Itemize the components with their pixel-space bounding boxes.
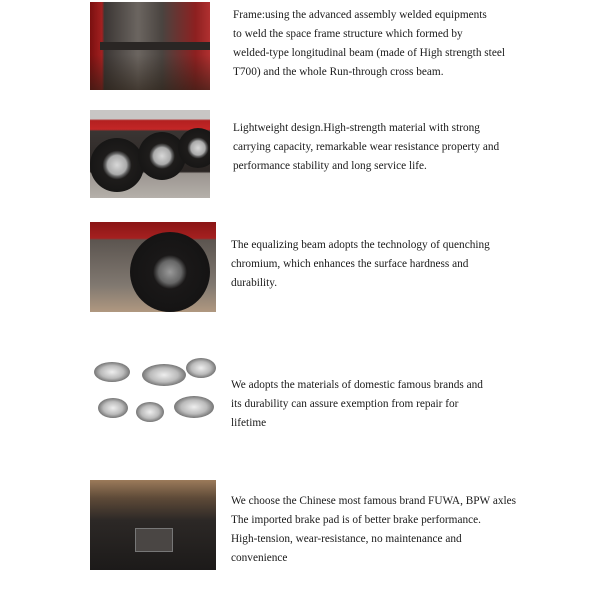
text-line: The imported brake pad is of better brake performance.	[231, 514, 481, 526]
brake-axle-photo	[90, 480, 216, 570]
frame-description	[233, 6, 505, 82]
text-line: carrying capacity, remarkable wear resistance property and	[233, 141, 500, 153]
text-line: to weld the space frame structure which formed by	[233, 28, 463, 40]
materials-description	[231, 376, 483, 433]
text-line: The equalizing beam adopts the technology of quenching	[231, 239, 490, 251]
equalizing-beam-description	[231, 236, 490, 293]
text-line: Frame:using the advanced assembly welded equipments	[233, 9, 487, 21]
text-line: performance stability and long service life.	[233, 160, 427, 172]
axles-description	[231, 492, 516, 568]
frame-photo	[90, 2, 210, 90]
text-line: We adopts the materials of domestic famous brands and	[231, 379, 483, 391]
equalizing-beam-photo	[90, 222, 216, 312]
text-line: lifetime	[231, 417, 267, 429]
axle-wheels-photo	[90, 110, 210, 198]
text-line: its durability can assure exemption from repair for	[231, 398, 459, 410]
text-line: durability.	[231, 277, 278, 289]
text-line: convenience	[231, 552, 288, 564]
suspension-parts-photo	[90, 352, 216, 426]
text-line: T700) and the whole Run-through cross beam.	[233, 66, 444, 78]
text-line: High-tension, wear-resistance, no maintenance and	[231, 533, 462, 545]
text-line: chromium, which enhances the surface hardness and	[231, 258, 469, 270]
text-line: Lightweight design.High-strength material with strong	[233, 122, 480, 134]
text-line: We choose the Chinese most famous brand FUWA, BPW axles	[231, 495, 517, 507]
text-line: welded-type longitudinal beam (made of High strength steel	[233, 47, 505, 59]
lightweight-description	[233, 119, 499, 176]
